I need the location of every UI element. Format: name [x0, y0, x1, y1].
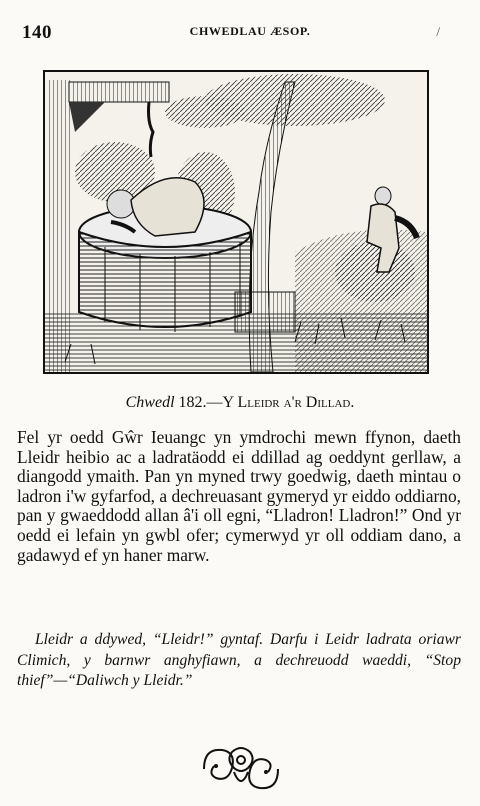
decorative-ornament [196, 742, 286, 796]
fable-body: Fel yr oedd Gŵr Ieuangc yn ymdrochi mewn ffynon, daeth Lleidr heibio ac a ladratäodd ei ddillad ag oeddynt gerllaw, a diangodd ymaith. Pan yn myned trwy goedwig, daeth mintau o ladron i'w gyfarfod, a dechreuasant gymeryd yr eiddo oddiarno, pan y gwaeddodd allan â'i oll egni, “Lladron! Lladron!” Ond yr oedd ei lefain yn gwbl ofer; cymerwyd yr oll oddiam dano, a gadawyd ef yn haner marw. [17, 427, 461, 565]
caption-title: Lleidr a'r Dillad. [237, 394, 355, 411]
fable-moral: Lleidr a ddywed, “Lleidr!” gyntaf. Darfu i Leidr ladrata oriawr Climich, y barnwr anghyfiawn, a dechreuodd waeddi, “Stop thief”—“Daliwch y Lleidr.” [17, 631, 461, 689]
caption-label: Chwedl [125, 394, 175, 411]
fable-illustration [43, 70, 429, 374]
corner-mark: / [436, 24, 440, 39]
fable-caption [0, 394, 480, 412]
running-title: CHWEDLAU ÆSOP. [189, 24, 311, 38]
woodcut-engraving [45, 72, 427, 372]
page-number: 140 [22, 22, 52, 43]
caption-number: 182.—Y [178, 394, 234, 411]
